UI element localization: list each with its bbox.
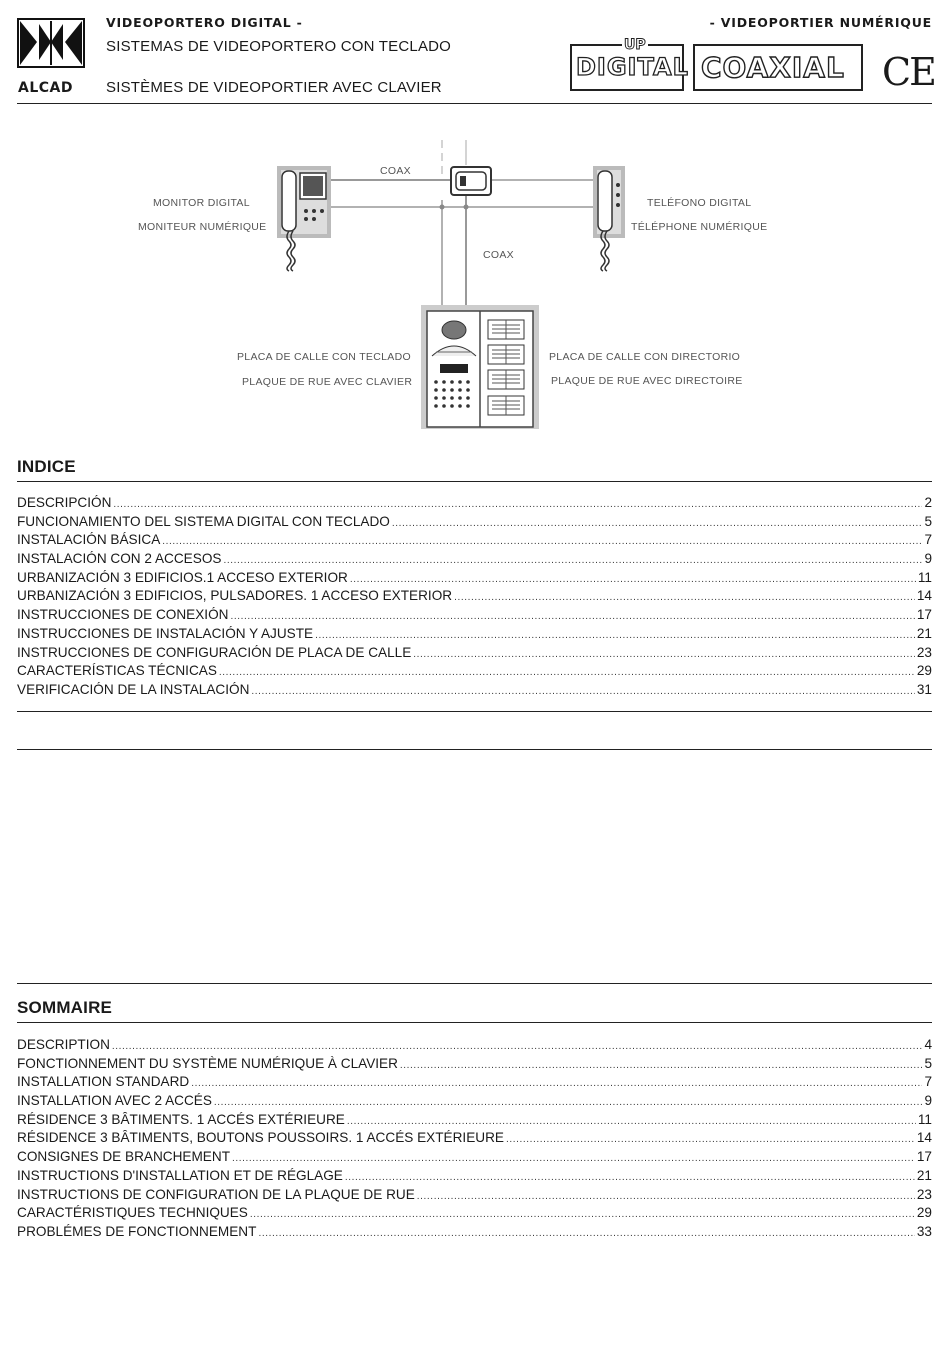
header-left-title: VIDEOPORTERO DIGITAL - xyxy=(106,15,303,30)
sommaire-title: SOMMAIRE xyxy=(17,998,113,1017)
toc-leader xyxy=(223,555,922,566)
toc-leader xyxy=(345,1172,915,1183)
toc-entry-page: 4 xyxy=(924,1037,932,1052)
toc-entry-label: INSTALACIÓN CON 2 ACCESOS xyxy=(17,551,222,567)
header-divider xyxy=(17,103,932,104)
monitor-label-es: MONITOR DIGITAL xyxy=(153,197,250,209)
toc-entry[interactable] xyxy=(17,1112,932,1131)
toc-entry-label: INSTRUCCIONES DE CONEXIÓN xyxy=(17,607,229,623)
toc-entry[interactable] xyxy=(17,1224,932,1243)
toc-entry-label: PROBLÉMES DE FONCTIONNEMENT xyxy=(17,1223,257,1239)
toc-entry-label: CARACTERÍSTICAS TÉCNICAS xyxy=(17,663,217,679)
toc-leader xyxy=(392,518,923,529)
toc-leader xyxy=(214,1097,923,1108)
indice-top-rule xyxy=(17,481,932,482)
toc-leader xyxy=(112,1041,923,1052)
coaxial-logo-text: COAXIAL xyxy=(701,51,845,84)
toc-entry-label: INSTALLATION AVEC 2 ACCÉS xyxy=(17,1093,212,1109)
toc-entry-label: FONCTIONNEMENT DU SYSTÈME NUMÉRIQUE À CLAVIER xyxy=(17,1055,398,1071)
toc-entry[interactable] xyxy=(17,1037,932,1056)
toc-leader xyxy=(162,536,922,547)
toc-leader xyxy=(413,649,915,660)
toc-entry-page: 2 xyxy=(924,495,932,510)
toc-entry[interactable] xyxy=(17,682,932,701)
toc-entry[interactable] xyxy=(17,1074,932,1093)
toc-entry-label: RÉSIDENCE 3 BÂTIMENTS, BOUTONS POUSSOIRS. 1 ACCÉS EXTÉRIEURE xyxy=(17,1130,504,1146)
ce-mark: CE xyxy=(882,50,935,94)
toc-entry[interactable] xyxy=(17,645,932,664)
toc-entry-page: 29 xyxy=(916,663,932,679)
toc-entry-page: 14 xyxy=(916,588,932,604)
toc-entry-page: 29 xyxy=(916,1205,932,1221)
toc-leader xyxy=(251,686,914,697)
toc-entry-label: VERIFICACIÓN DE LA INSTALACIÓN xyxy=(17,681,250,697)
toc-entry-page: 33 xyxy=(916,1223,932,1239)
toc-entry-label: INSTRUCTIONS DE CONFIGURATION DE LA PLAQUE DE RUE xyxy=(17,1186,415,1202)
toc-entry-page: 17 xyxy=(916,1149,932,1165)
phone-label-es: TELÉFONO DIGITAL xyxy=(647,197,752,209)
toc-entry-page: 7 xyxy=(924,532,932,548)
digital-phone-icon xyxy=(592,165,626,273)
toc-entry-page: 23 xyxy=(916,644,932,660)
toc-leader xyxy=(219,667,915,678)
toc-entry-page: 9 xyxy=(924,1093,932,1109)
toc-entry[interactable] xyxy=(17,588,932,607)
digital-logo-text: DIGITAL xyxy=(576,53,689,81)
phone-label-fr: TÉLÉPHONE NUMÉRIQUE xyxy=(631,221,768,233)
toc-entry-page: 21 xyxy=(916,1167,932,1183)
indice-title: INDICE xyxy=(17,457,76,476)
toc-entry[interactable] xyxy=(17,1187,932,1206)
toc-leader xyxy=(347,1116,916,1127)
sommaire-top-rule xyxy=(17,1022,932,1023)
header-subtitle-fr: SISTÈMES DE VIDEOPORTIER AVEC CLAVIER xyxy=(106,79,442,96)
blank-section-top-rule xyxy=(17,749,932,750)
toc-entry-page: 11 xyxy=(917,1111,932,1127)
toc-entry[interactable] xyxy=(17,551,932,570)
toc-entry[interactable] xyxy=(17,607,932,626)
toc-entry-page: 7 xyxy=(924,1074,932,1090)
indice-list xyxy=(17,495,932,701)
toc-entry-page: 31 xyxy=(916,681,932,697)
toc-leader xyxy=(232,1153,915,1164)
toc-entry-label: INSTRUCCIONES DE INSTALACIÓN Y AJUSTE xyxy=(17,625,314,641)
toc-entry-label: INSTALLATION STANDARD xyxy=(17,1074,190,1090)
toc-entry[interactable] xyxy=(17,1056,932,1075)
toc-leader xyxy=(400,1060,923,1071)
toc-entry[interactable] xyxy=(17,1168,932,1187)
sommaire-upper-rule xyxy=(17,983,932,984)
toc-entry[interactable] xyxy=(17,514,932,533)
toc-entry-label: DESCRIPCIÓN xyxy=(17,495,112,510)
toc-entry-page: 9 xyxy=(924,551,932,567)
alcad-logo xyxy=(17,18,87,82)
toc-leader xyxy=(454,592,915,603)
toc-entry-page: 14 xyxy=(916,1130,932,1146)
toc-entry-label: RÉSIDENCE 3 BÂTIMENTS. 1 ACCÉS EXTÉRIEURE xyxy=(17,1111,345,1127)
toc-entry[interactable] xyxy=(17,626,932,645)
sommaire-list xyxy=(17,1037,932,1243)
toc-entry-label: INSTRUCCIONES DE CONFIGURACIÓN DE PLACA DE CALLE xyxy=(17,644,412,660)
toc-entry-page: 17 xyxy=(916,607,932,623)
toc-entry[interactable] xyxy=(17,1093,932,1112)
toc-entry-label: FUNCIONAMIENTO DEL SISTEMA DIGITAL CON TECLADO xyxy=(17,513,390,529)
toc-entry-label: URBANIZACIÓN 3 EDIFICIOS.1 ACCESO EXTERIOR xyxy=(17,569,348,585)
toc-entry-label: DESCRIPTION xyxy=(17,1037,110,1052)
coax-label-mid: COAX xyxy=(483,249,514,261)
toc-leader xyxy=(350,574,916,585)
toc-leader xyxy=(230,611,914,622)
header-right-title: - VIDEOPORTIER NUMÉRIQUE xyxy=(709,15,932,30)
coax-label-top: COAX xyxy=(380,165,411,177)
toc-leader xyxy=(113,499,922,510)
directory-panel-label-fr: PLAQUE DE RUE AVEC DIRECTOIRE xyxy=(551,375,743,387)
keypad-panel-label-fr: PLAQUE DE RUE AVEC CLAVIER xyxy=(242,376,413,388)
digital-monitor-icon xyxy=(276,165,332,273)
toc-entry[interactable] xyxy=(17,495,932,514)
toc-leader xyxy=(506,1134,915,1145)
toc-entry[interactable] xyxy=(17,570,932,589)
toc-entry[interactable] xyxy=(17,532,932,551)
toc-leader xyxy=(191,1078,922,1089)
toc-entry-page: 23 xyxy=(916,1186,932,1202)
directory-panel-label-es: PLACA DE CALLE CON DIRECTORIO xyxy=(549,351,741,363)
toc-entry-label: URBANIZACIÓN 3 EDIFICIOS, PULSADORES. 1 ACCESO EXTERIOR xyxy=(17,588,453,604)
keypad-panel-label-es: PLACA DE CALLE CON TECLADO xyxy=(237,351,411,363)
toc-leader xyxy=(250,1209,915,1220)
toc-entry-page: 5 xyxy=(924,513,932,529)
toc-entry-page: 5 xyxy=(924,1055,932,1071)
coaxial-logo xyxy=(693,44,863,91)
toc-entry-label: CONSIGNES DE BRANCHEMENT xyxy=(17,1149,230,1165)
toc-entry-page: 11 xyxy=(917,569,932,585)
header-subtitle-es: SISTEMAS DE VIDEOPORTERO CON TECLADO xyxy=(106,38,452,55)
toc-leader xyxy=(315,630,915,641)
toc-entry-label: CARACTÉRISTIQUES TECHNIQUES xyxy=(17,1205,248,1221)
toc-leader xyxy=(417,1191,915,1202)
digital-logo xyxy=(570,37,689,91)
brand-name: ALCAD xyxy=(18,80,73,96)
toc-entry[interactable] xyxy=(17,1130,932,1149)
street-panel-icon xyxy=(420,304,540,430)
monitor-label-fr: MONITEUR NUMÉRIQUE xyxy=(138,221,267,233)
toc-entry-label: INSTRUCTIONS D'INSTALLATION ET DE RÉGLAGE xyxy=(17,1167,343,1183)
toc-entry[interactable] xyxy=(17,1205,932,1224)
toc-entry-page: 21 xyxy=(916,625,932,641)
toc-entry-label: INSTALACIÓN BÁSICA xyxy=(17,532,161,548)
toc-entry[interactable] xyxy=(17,1149,932,1168)
indice-bottom-rule xyxy=(17,711,932,712)
toc-entry[interactable] xyxy=(17,663,932,682)
toc-leader xyxy=(258,1228,914,1239)
up-logo-text: UP xyxy=(624,37,646,53)
